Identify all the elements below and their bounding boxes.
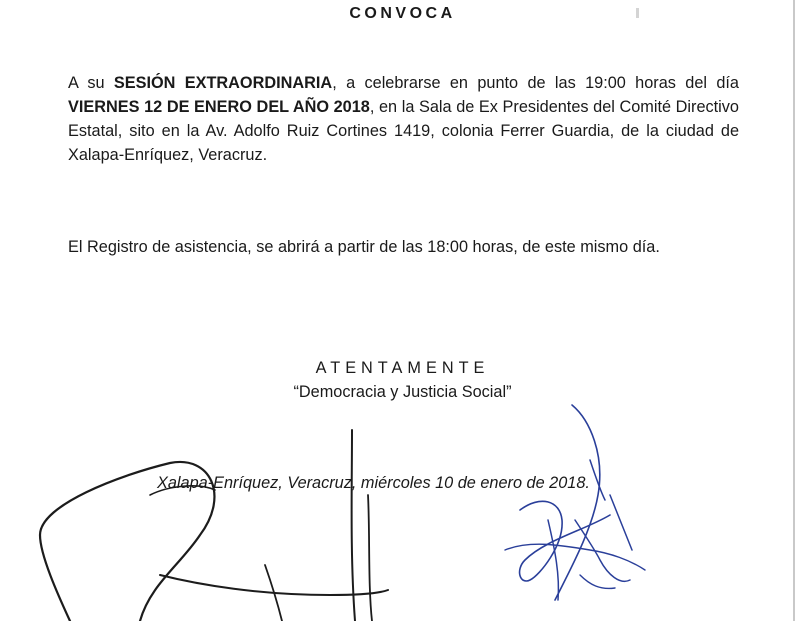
- session-type: SESIÓN EXTRAORDINARIA: [113, 74, 333, 92]
- closing-word: ATENTAMENTE: [315, 359, 490, 377]
- registration-paragraph: El Registro de asistencia, se abrirá a partir de las 18:00 horas, de este mismo día.: [68, 238, 660, 256]
- session-date: VIERNES 12 DE ENERO DEL AÑO 2018: [68, 98, 370, 116]
- paragraph-text-3: , en la Sala de Ex Presidentes del Comité Directivo Estatal, sito en la Av. Adolfo Ruiz Cortines 1419, colonia Ferrer Guardia, de la ciudad de Xalapa-Enríquez, Veracruz.: [68, 98, 739, 164]
- paragraph-text-1: A su: [68, 74, 114, 92]
- paragraph-text-2: , a celebrarse en punto de las 19:00 horas del día: [332, 74, 739, 92]
- document-heading: CONVOCA: [349, 5, 456, 22]
- signature-left: [0, 425, 420, 621]
- place-and-date: Xalapa-Enríquez, Veracruz, miércoles 10 de enero de 2018.: [157, 474, 590, 492]
- signature-right: [500, 400, 650, 610]
- convocation-paragraph: [68, 71, 739, 167]
- motto: “Democracia y Justicia Social”: [293, 383, 512, 401]
